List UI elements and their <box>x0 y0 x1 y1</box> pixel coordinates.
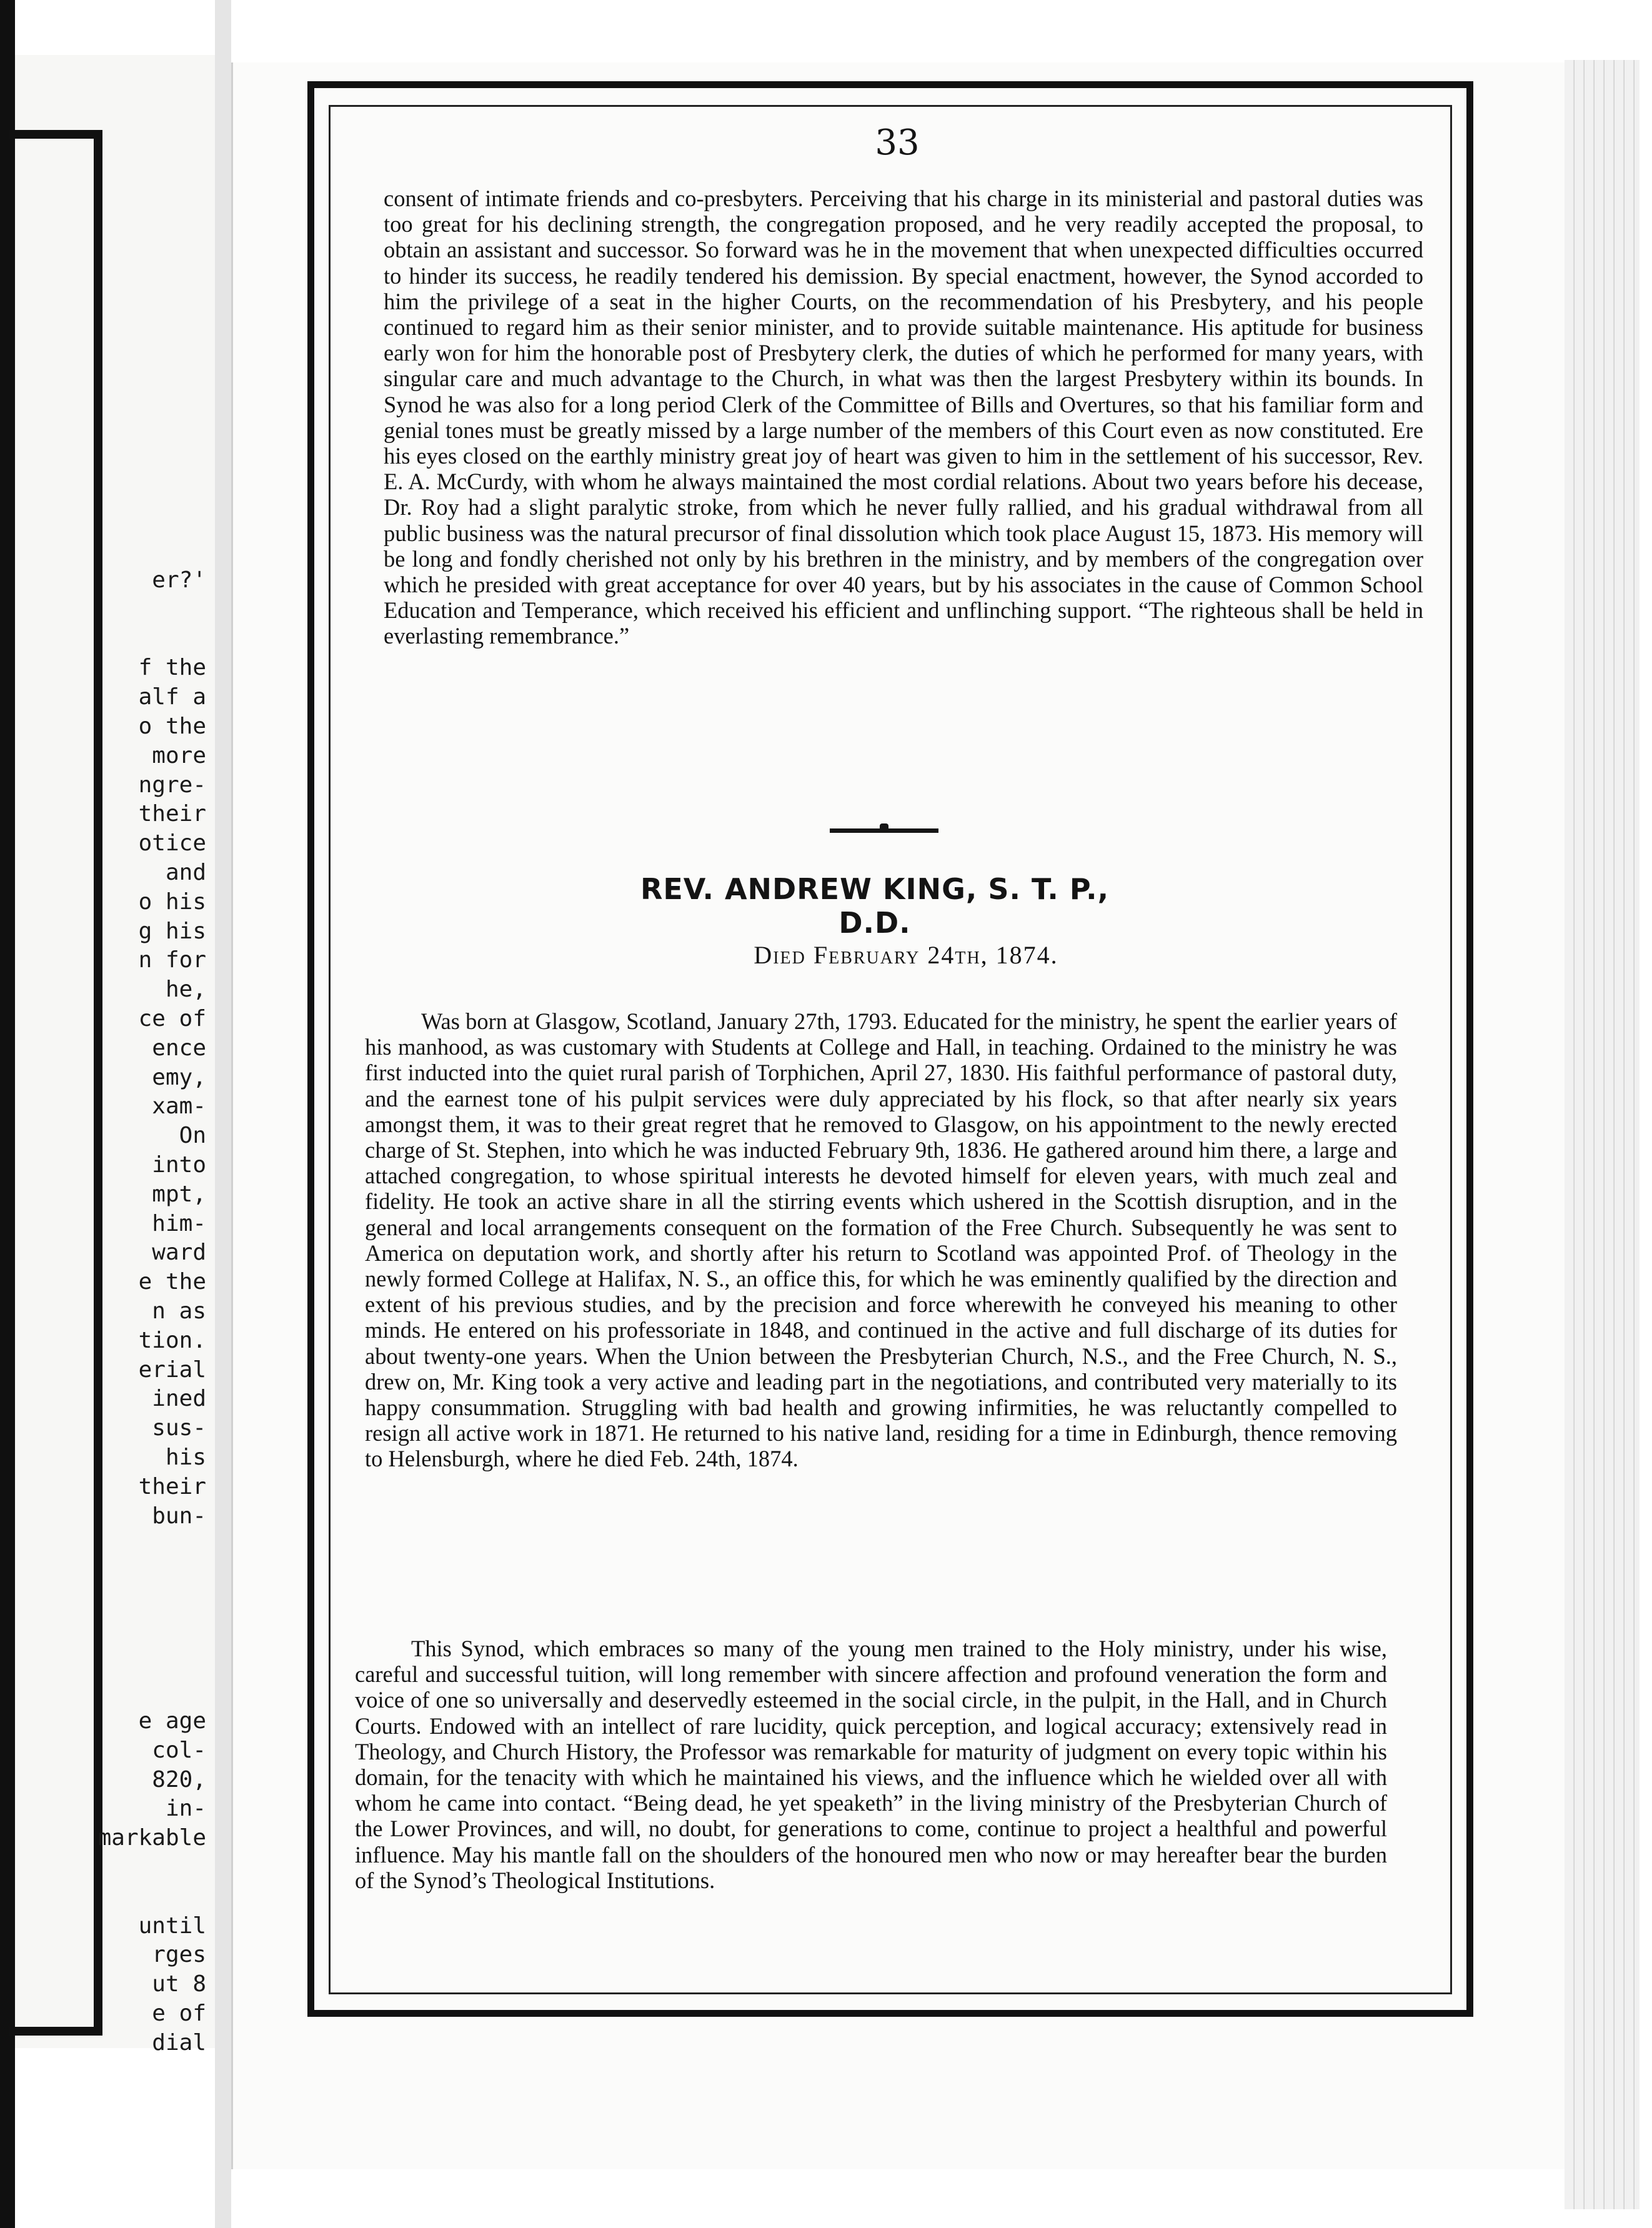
roy-obituary-continuation: consent of intimate friends and co-presbyters. Perceiving that his charge in its ministerial and pastoral duties was too great for his declining strength, the congregation proposed, and he very readily accepted the proposal, to obtain an assistant and successor. So forward was he in the movement that when unexpected difficulties occurred to hinder its success, he readily tendered his demission. By special enactment, however, the Synod accorded to him the privilege of a seat in the higher Courts, on the recommendation of his Presbytery, and his people continued to regard him as their senior minister, and to provide suitable maintenance. His aptitude for business early won for him the honorable post of Presbytery clerk, the duties of which he performed for many years, with singular care and much advantage to the Church, in what was then the largest Presbytery within its bounds. In Synod he was also for a long period Clerk of the Committee of Bills and Overtures, so that his familiar form and genial tones must be greatly missed by a large number of the members of this Court even as now constituted. Ere his eyes closed on the earthly ministry great joy of heart was given to him in the settlement of his successor, Rev. E. A. McCurdy, with whom he always maintained the most cordial relations. About two years before his decease, Dr. Roy had a slight paralytic stroke, from which he never fully rallied, and his gradual withdrawal from all public business was the natural precursor of final dissolution which took place August 15, 1873. His memory will be long and fondly cherished not only by his brethren in the ministry, and by members of the congregation over which he presided with great acceptance for over 40 years, but by his associates in the cause of Common School Education and Temperance, which received his efficient and unflinching support. “The righteous shall be held in everlasting remembrance.” <box>384 186 1423 649</box>
obituary-heading: REV. ANDREW KING, S. T. P., D.D. <box>640 872 1110 940</box>
king-biography-paragraph: Was born at Glasgow, Scotland, January 27th, 1793. Educated for the ministry, he spent the earlier years of his manhood, as was customary with Students at College and Hall, in teaching. Ordained to the ministry he was first inducted into the quiet rural parish of Torphichen, April 27, 1830. His faithful performance of pastoral duty, and the earnest tone of his pulpit services were duly appreciated by his flock, so that after nearly six years amongst them, it was to their great regret that he removed to Glasgow, on his appointment to the newly erected charge of St. Stephen, into which he was inducted February 9th, 1836. He gathered around him there, a large and attached congregation, to whose spiritual interests he devoted himself for eleven years, with much zeal and fidelity. He took an active share in all the stirring events which ushered in the Scottish disruption, and in the general and local arrangements consequent on the formation of the Free Church. Subsequently he was sent to America on deputation work, and shortly after his return to Scotland was appointed Prof. of Theology in the newly formed College at Halifax, N. S., an office this, for which he was eminently qualified by the direction and extent of his previous studies, and by the precision and force wherewith he conveyed his meaning to other minds. He entered on his professoriate in 1848, and continued in the active and full discharge of its duties for about twenty-one years. When the Union between the Presbyterian Church, N.S., and the Free Church, N. S., drew on, Mr. King took a very active and leading part in the negotiations, and contributed very materially to its happy consummation. Struggling with bad health and growing infirmities, he was reluctantly compelled to resign all active work in 1871. He returned to his native land, residing for a time in Edinburgh, thence removing to Helensburgh, where he died Feb. 24th, 1874. <box>365 1008 1397 1472</box>
facing-page-text-lower: e age col- 820, in- markable until rges ut 8 e of dial <box>97 1708 206 2056</box>
page-number: 33 <box>875 122 920 163</box>
synod-tribute-paragraph: This Synod, which embraces so many of the young men trained to the Holy ministry, under his wise, careful and successful tuition, will long remember with sincere affection and profound veneration the form and voice of one so universally and deservedly esteemed in the social circle, in the pulpit, in the Hall, and in Church Courts. Endowed with an intellect of rare lucidity, quick perception, and logical accuracy; extensively read in Theology, and Church History, the Professor was remarkable for maturity of judgment on every topic within his domain, for the tenacity with which he maintained his views, and the influence which he wielded over all with whom he came into contact. “Being dead, he yet speaketh” in the living ministry of the Presbyterian Church of the Lower Provinces, and will, no doubt, for generations to come, continue to project a healthful and powerful influence. May his mantle fall on the shoulders of the honoured men who now or may hereafter bear the burden of the Synod’s Theological Institutions. <box>355 1636 1387 1893</box>
book-gutter <box>215 0 231 2228</box>
page-stack-edge <box>1565 60 1640 2209</box>
facing-page-text-upper: er?' f the alf a o the more ngre- their otice and o his g his n for he, ce of ence emy, xam- On into mpt, him- ward e the n as tion. erial ined sus- his their bun- <box>138 567 206 1529</box>
death-date: Died February 24th, 1874. <box>754 941 1058 969</box>
facing-page <box>15 55 219 2056</box>
section-divider-ornament <box>880 823 888 830</box>
facing-page-border <box>9 130 102 2036</box>
